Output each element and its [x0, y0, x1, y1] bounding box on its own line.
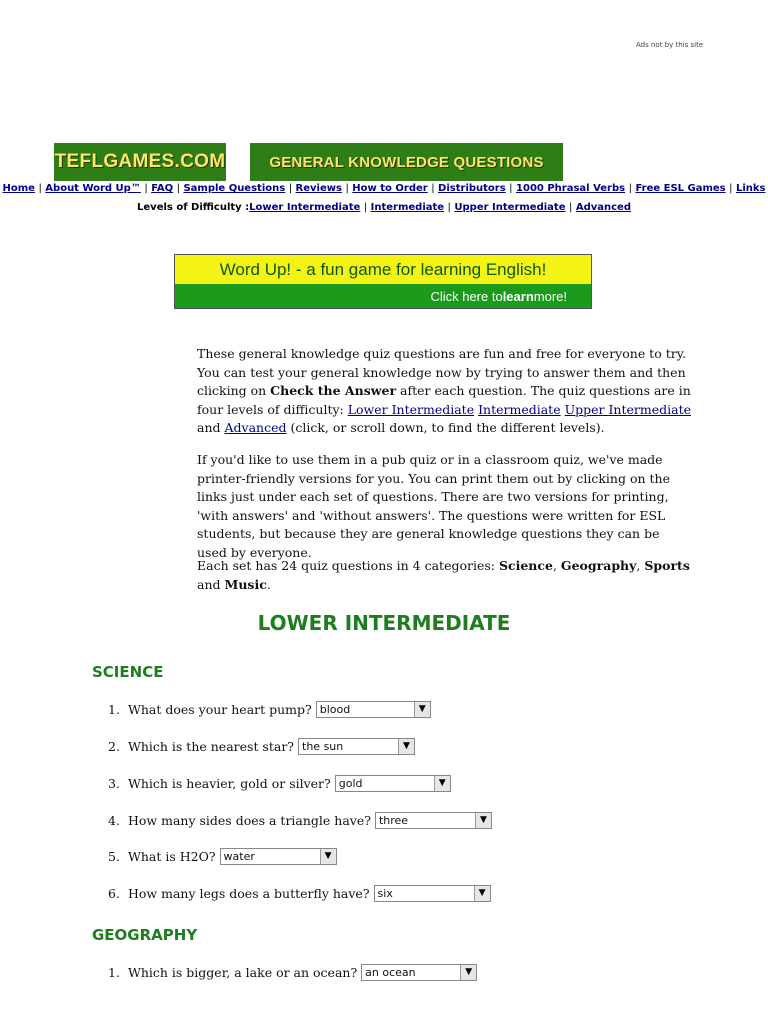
intro-paragraph-1: These general knowledge quiz questions are fun and free for everyone to try. You can test your general knowledge now by trying to answer them and then clicking on Check the Answer after each question. The quiz questions are in four levels of difficulty: Lower Intermediate Intermediate Upper Intermediate and Advanced (click, or scroll down, to find the different levels).	[197, 346, 691, 435]
chevron-down-icon: ▼	[460, 965, 476, 980]
word-up-banner[interactable]	[174, 254, 592, 309]
question-row	[108, 846, 337, 866]
question-text: Which is the nearest star?	[128, 738, 295, 754]
science-heading: SCIENCE	[92, 663, 164, 681]
question-text: What is H2O?	[128, 848, 216, 864]
answer-select[interactable]: water ▼	[220, 848, 337, 865]
question-number: 1.	[108, 701, 120, 717]
question-row	[108, 699, 431, 719]
nav-home[interactable]: Home	[2, 183, 35, 194]
question-text: What does your heart pump?	[128, 701, 312, 717]
question-text: How many sides does a triangle have?	[128, 812, 371, 828]
intro-paragraph-3: Each set has 24 quiz questions in 4 categories: Science, Geography, Sports and Music.	[197, 558, 690, 592]
level-advanced[interactable]: Advanced	[575, 202, 631, 213]
nav-faq[interactable]: FAQ	[151, 183, 174, 194]
levels-label: Levels of Difficulty :	[137, 202, 250, 213]
question-row	[108, 773, 451, 793]
question-row	[108, 962, 477, 982]
question-number: 2.	[108, 738, 120, 754]
question-number: 1.	[108, 964, 120, 980]
intro-link-intermediate[interactable]: Intermediate	[478, 401, 561, 417]
geography-heading: GEOGRAPHY	[92, 926, 198, 944]
levels-nav: Levels of Difficulty :Lower Intermediate | Intermediate | Upper Intermediate | Advanced	[137, 202, 631, 213]
answer-select[interactable]: three ▼	[375, 812, 492, 829]
nav-phrasal-verbs[interactable]: 1000 Phrasal Verbs	[516, 183, 626, 194]
level-intermediate[interactable]: Intermediate	[370, 202, 445, 213]
answer-select[interactable]: gold ▼	[335, 775, 451, 792]
answer-select[interactable]: an ocean ▼	[361, 964, 477, 981]
intro-link-advanced[interactable]: Advanced	[224, 420, 287, 435]
chevron-down-icon: ▼	[398, 739, 414, 754]
level-lower-intermediate[interactable]: Lower Intermediate	[249, 202, 361, 213]
question-number: 4.	[108, 812, 120, 828]
level-heading: LOWER INTERMEDIATE	[257, 611, 511, 635]
nav-about[interactable]: About Word Up™	[45, 183, 141, 194]
chevron-down-icon: ▼	[434, 776, 450, 791]
intro-paragraph-2: If you'd like to use them in a pub quiz or in a classroom quiz, we've made printer-friendly versions for you. You can print them out by clicking on the links just under each set of questions. There are two versions for printing, 'with answers' and 'without answers'. The questions were written for ESL students, but because they are general knowledge questions they can be used by everyone.	[197, 452, 670, 560]
chevron-down-icon: ▼	[475, 813, 491, 828]
ads-note: Ads not by this site	[636, 41, 704, 49]
nav-free-esl-games[interactable]: Free ESL Games	[635, 183, 726, 194]
chevron-down-icon: ▼	[474, 886, 490, 901]
section-title-logo: GENERAL KNOWLEDGE QUESTIONS	[250, 143, 563, 181]
question-row	[108, 810, 492, 830]
chevron-down-icon: ▼	[320, 849, 336, 864]
banner-cta: Click here to learn more!	[175, 284, 591, 308]
question-number: 5.	[108, 848, 120, 864]
question-row	[108, 736, 415, 756]
level-upper-intermediate[interactable]: Upper Intermediate	[454, 202, 566, 213]
main-nav: Home | About Word Up™ | FAQ | Sample Questions | Reviews | How to Order | Distributors | 1000 Phrasal Verbs | Free ESL Games | Links	[2, 183, 766, 194]
question-row	[108, 883, 491, 903]
nav-distributors[interactable]: Distributors	[438, 183, 506, 194]
nav-how-to-order[interactable]: How to Order	[352, 183, 428, 194]
nav-links[interactable]: Links	[735, 183, 766, 194]
answer-select[interactable]: the sun ▼	[298, 738, 415, 755]
question-text: Which is bigger, a lake or an ocean?	[128, 964, 358, 980]
nav-sample-questions[interactable]: Sample Questions	[183, 183, 286, 194]
intro-link-lower-intermediate[interactable]: Lower Intermediate	[347, 401, 475, 417]
answer-select[interactable]: six ▼	[374, 885, 491, 902]
teflgames-logo[interactable]: TEFLGAMES.COM	[54, 143, 226, 181]
question-number: 6.	[108, 885, 120, 901]
question-text: Which is heavier, gold or silver?	[128, 775, 331, 791]
question-text: How many legs does a butterfly have?	[128, 885, 370, 901]
nav-reviews[interactable]: Reviews	[295, 183, 342, 194]
banner-title: Word Up! - a fun game for learning English!	[175, 255, 591, 284]
question-number: 3.	[108, 775, 120, 791]
intro-link-upper-intermediate[interactable]: Upper Intermediate	[564, 401, 691, 417]
answer-select[interactable]: blood ▼	[316, 701, 431, 718]
chevron-down-icon: ▼	[414, 702, 430, 717]
